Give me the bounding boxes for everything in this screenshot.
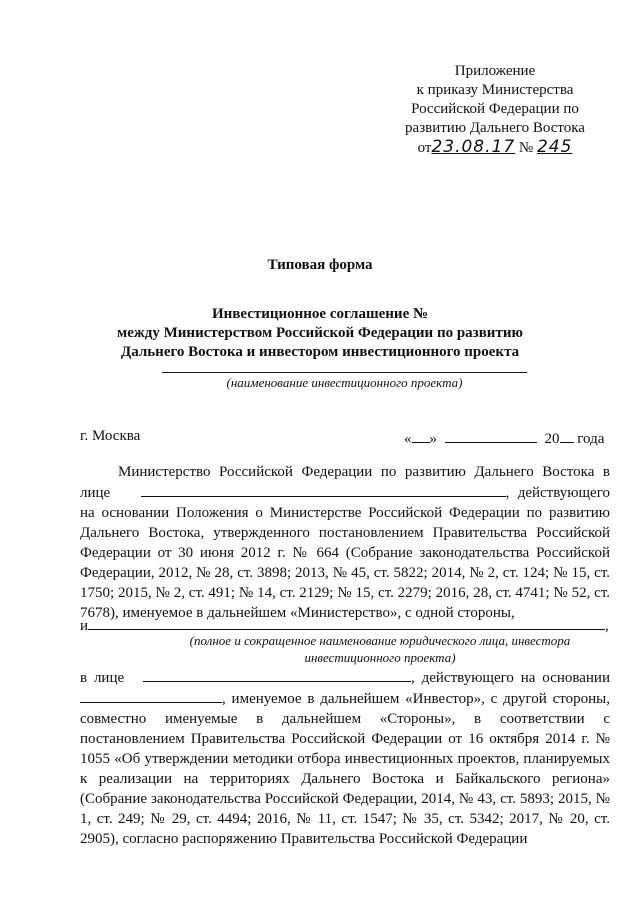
ministry-representative-blank	[141, 482, 506, 497]
year-blank	[560, 428, 574, 443]
ministry-acting: , действующего	[505, 485, 610, 501]
appendix-line-2: к приказу Министерства	[416, 82, 574, 98]
investor-representative-blank	[143, 667, 411, 682]
agreement-title-line-3: Дальнего Востока и инвестором инвестиционного проекта	[120, 344, 520, 360]
agreement-title-line-1: Инвестиционное соглашение №	[211, 306, 429, 322]
investor-body: совместно именуемые в дальнейшем «Стороны», в соответствии с постановлением Правительства Российской Федерации от 16 октября 2014 г. № 1055 «Об утверждении методики отбора инвестиционных проектов, планируемых к реализации на территориях Дальнего Востока и Байкальского региона» (Собрание законодательства Российской Федерации, 2014, № 43, ст. 5893; 2015, № 1, ст. 249; № 29, ст. 4494; 2016, № 11, ст. 1547; № 35, ст. 5342; 2017, № 20, ст. 2905), согласно распоряжению Правительства Российской Федерации	[80, 711, 610, 847]
paragraph-ministry	[80, 462, 610, 623]
agreement-title-line-2: между Министерством Российской Федерации по развитию	[117, 325, 523, 341]
project-name-blank	[162, 372, 527, 373]
order-date: 23.08.17	[431, 137, 516, 157]
ministry-body: на основании Положения о Министерстве Российской Федерации по развитию Дальнего Востока, утвержденного постановлением Правительства Российской Федерации от 30 июня 2012 г. № 664 (Собрание законодательства Российской Федерации, 2012, № 28, ст. 3898; 2013, № 45, ст. 5822; 2014, № 2, ст. 124; № 15, ст. 1750; 2015, № 2, ст. 491; № 14, ст. 2129; № 15, ст. 2279; 2016, 28, ст. 4741; № 52, ст. 7678), именуемое в дальнейшем «Министерство», с одной стороны,	[80, 505, 610, 621]
close-quote: »	[429, 431, 437, 447]
order-number: 245	[536, 137, 573, 157]
date-prefix: от	[417, 140, 432, 156]
year-prefix: 20	[544, 431, 560, 447]
paragraph-investor	[80, 667, 610, 849]
appendix-line-4: развитию Дальнего Востока	[405, 120, 585, 136]
project-name-caption: (наименование инвестиционного проекта)	[226, 375, 463, 390]
and-word: и	[80, 618, 89, 634]
investor-caption	[170, 632, 590, 666]
appendix-line-1: Приложение	[454, 63, 536, 79]
investor-name-blank	[88, 615, 605, 630]
investor-caption-line-2: инвестиционного проекта)	[304, 650, 456, 665]
investor-caption-line-1: (полное и сокращенное наименование юридического лица, инвестора	[189, 633, 571, 648]
ministry-in-person: в лице	[80, 464, 610, 501]
order-date-number	[400, 138, 590, 158]
number-prefix: №	[518, 140, 534, 156]
year-suffix: года	[577, 431, 605, 447]
investor-basis-blank	[80, 688, 222, 703]
investor-in-person: в лице	[80, 670, 125, 686]
month-blank	[445, 428, 537, 443]
appendix-header	[400, 62, 590, 158]
investor-acting: , действующего на основании	[411, 670, 610, 686]
investor-named: , именуемое в дальнейшем «Инвестор», с другой стороны,	[222, 691, 610, 707]
day-blank	[412, 428, 430, 443]
ministry-intro: Министерство Российской Федерации по развитию Дальнего Востока	[118, 464, 595, 480]
form-type-heading: Типовая форма	[267, 257, 373, 273]
agreement-date	[404, 428, 604, 448]
city: г. Москва	[80, 428, 141, 444]
and-comma: ,	[605, 618, 609, 634]
open-quote: «	[404, 431, 412, 447]
agreement-title	[0, 305, 640, 362]
appendix-line-3: Российской Федерации по	[411, 101, 579, 117]
